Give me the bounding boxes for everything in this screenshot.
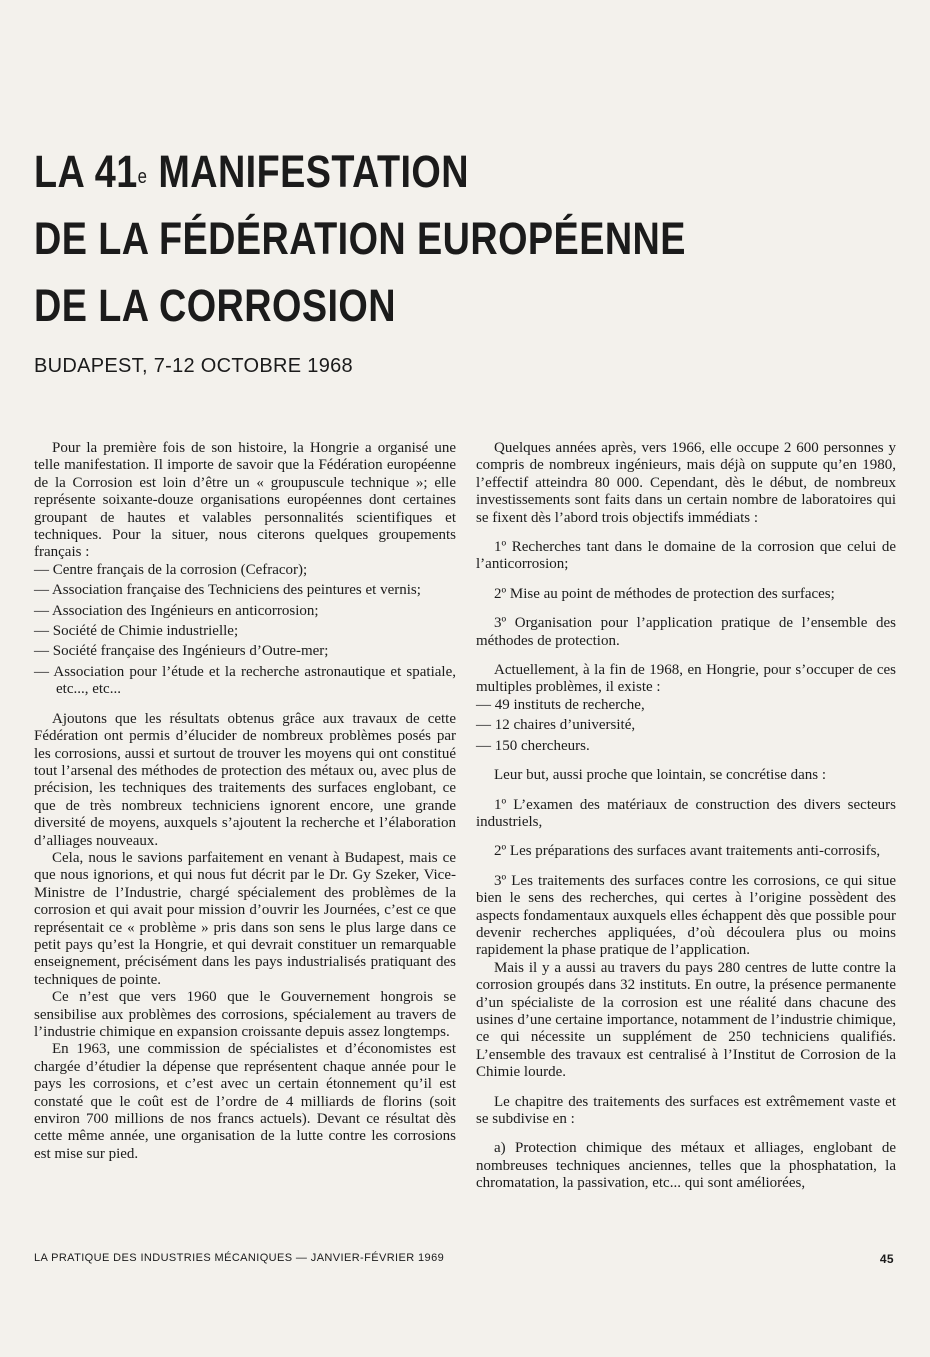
list-item: — Société française des Ingénieurs d’Outre-mer; [34,643,456,660]
journal-name: LA PRATIQUE DES INDUSTRIES MÉCANIQUES — JANVIER-FÉVRIER 1969 [34,1252,445,1264]
list-item: — Association des Ingénieurs en anticorrosion; [34,603,456,620]
objective-item: 3º Organisation pour l’application pratique de l’ensemble des méthodes de protection. [476,615,896,649]
left-column [34,440,456,1163]
paragraph: Cela, nous le savions parfaitement en venant à Budapest, mais ce que nous ignorions, et qui nous fut décrit par le Dr. Gy Szeker, Vice-Ministre de l’Industrie, chargé spécialement des problèmes de la corrosion et qui avait pour mission d’ouvrir les Journées, c’est ce que représentait ce « problème » pris dans son sens le plus large dans ce petit pays qu’est la Hongrie, et qui devrait constituer un remarquable enseignement, précisément dans les pays industrialisés pratiquant des techniques de pointe. [34,849,456,988]
title-line-1 [34,138,686,205]
title-line-1-start: LA 41 [34,146,138,197]
paragraph: Le chapitre des traitements des surfaces est extrêmement vaste et se subdivise en : [476,1093,896,1127]
paragraph: Mais il y a aussi au travers du pays 280 centres de lutte contre la corrosion groupés dans 32 instituts. En outre, la présence permanente d’un spécialiste de la corrosion est une réalité dans chacune des usines d’une certaine importance, notamment de l’industrie chimique, ce qui nécessite un supplément de 250 techniciens qualifiés. L’ensemble des travaux est centralisé à l’Institut de Corrosion de la Chimie lourde. [476,959,896,1081]
list-item: — 12 chaires d’université, [476,717,896,734]
article-subtitle: BUDAPEST, 7-12 OCTOBRE 1968 [34,355,353,377]
list-item: — Société de Chimie industrielle; [34,623,456,640]
list-item: — 49 instituts de recherche, [476,697,896,714]
title-line-2: DE LA FÉDÉRATION EUROPÉENNE [34,213,686,264]
objective-item: 2º Mise au point de méthodes de protection des surfaces; [494,585,835,602]
goal-item: 1º L’examen des matériaux de construction des divers secteurs industriels, [476,796,896,830]
list-item: — 150 chercheurs. [476,738,896,755]
resources-list [476,697,896,755]
list-item: — Association pour l’étude et la recherche astronautique et spatiale, etc..., etc... [34,664,456,699]
groupements-list [34,562,456,699]
paragraph: Leur but, aussi proche que lointain, se concrétise dans : [494,767,826,784]
goal-item: 2º Les préparations des surfaces avant traitements anti-corrosifs, [494,843,881,860]
paragraph: Actuellement, à la fin de 1968, en Hongrie, pour s’occuper de ces multiples problèmes, il existe : [476,662,896,696]
paragraph: Pour la première fois de son histoire, la Hongrie a organisé une telle manifestation. Il importe de savoir que la Fédération européenne de la Corrosion est loin d’être un « groupuscule technique »; elle représente soixante-douze organisations européennes dont certaines groupant de hautes et valables personnalités scientifiques et techniques. Pour la situer, nous citerons quelques groupements français : [34,440,456,561]
objective-item: 1º Recherches tant dans le domaine de la corrosion que celui de l’anticorrosion; [476,539,896,573]
page-footer [34,1252,894,1264]
page-number: 45 [879,1252,894,1266]
paragraph: Ajoutons que les résultats obtenus grâce aux travaux de cette Fédération ont permis d’élucider de nombreux problèmes posés par les corrosions, aussi et surtout de trouver les moyens qui ont constitué tout l’arsenal des méthodes de protection des métaux ou, avec plus de précision, les techniques des traitements des surfaces englobant, ce que de très nombreux techniciens ignorent encore, une grande diversité de moyens, auxquels s’ajoutent la recherche et l’élaboration d’alliages nouveaux. [34,710,456,849]
article-title [34,138,686,339]
title-superscript: e [137,166,148,188]
paragraph: Quelques années après, vers 1966, elle occupe 2 600 personnes y compris de nombreux ingénieurs, mais déjà on suppute qu’en 1980, l’effectif atteindra 80 000. Cependant, dès le début, de nombreux investissements sont faits dans un certain nombre de laboratoires qui se fixent dès l’abord trois objectifs immédiats : [476,440,896,526]
list-item: — Centre français de la corrosion (Cefracor); [34,562,456,579]
right-column [476,440,896,1193]
list-item: — Association française des Techniciens des peintures et vernis; [34,582,456,599]
title-line-3: DE LA CORROSION [34,280,396,331]
paragraph: a) Protection chimique des métaux et alliages, englobant de nombreuses techniques anciennes, telles que la phosphatation, la chromatation, la passivation, etc... qui sont améliorées, [476,1140,896,1192]
title-line-1-end: MANIFESTATION [147,146,469,197]
paragraph: Ce n’est que vers 1960 que le Gouvernement hongrois se sensibilise aux problèmes des corrosions, spécialement au travers de l’industrie chimique en expansion croissante depuis assez longtemps. [34,989,456,1040]
paragraph: En 1963, une commission de spécialistes et d’économistes est chargée d’étudier la dépense que représentent chaque année pour le pays les corrosions, et c’est avec un certain étonnement qu’il est constaté que le coût est de l’ordre de 4 milliards de florins (soit environ 700 millions de nos francs actuels). Devant ce résultat dès cette même année, une organisation de la lutte contre les corrosions est mise sur pied. [34,1041,456,1162]
goal-item: 3º Les traitements des surfaces contre les corrosions, ce qui situe bien le sens des recherches, qui certes à l’origine possèdent des aspects fondamentaux auxquels elles échappent dès que possible pour devenir recherches appliquées, d’où découlera plus ou moins rapidement la phase pratique de l’application. [476,872,896,959]
